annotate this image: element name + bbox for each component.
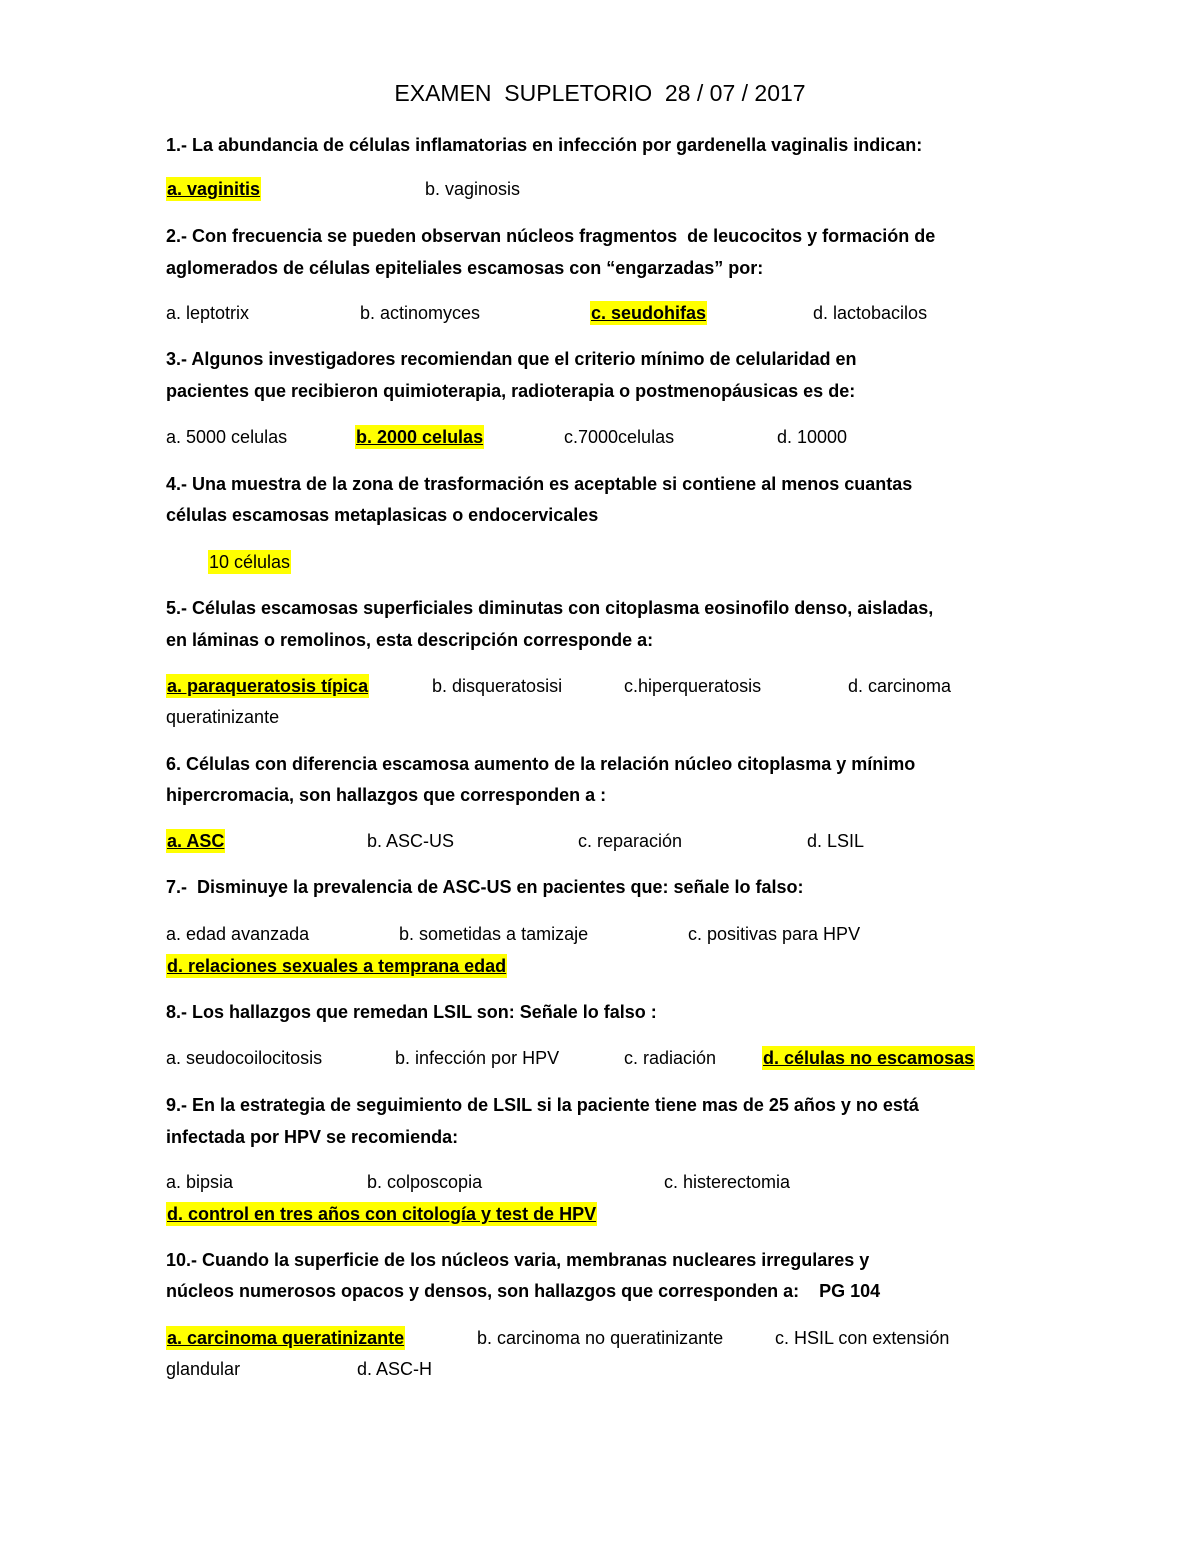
- question-7-option-c: c. positivas para HPV: [688, 924, 861, 944]
- question-9-text-line-2: infectada por HPV se recomienda:: [166, 1127, 459, 1147]
- question-5-option-d: d. carcinoma: [848, 676, 952, 696]
- question-8-option-d: d. células no escamosas: [763, 1048, 975, 1068]
- question-8-option-a: a. seudocoilocitosis: [166, 1048, 323, 1068]
- question-4-text-line-1: 4.- Una muestra de la zona de trasformación es aceptable si contiene al menos cuantas: [166, 474, 913, 494]
- question-8-option-c: c. radiación: [624, 1048, 717, 1068]
- question-2-option-a: a. leptotrix: [166, 303, 250, 323]
- question-5-text-line-1: 5.- Células escamosas superficiales diminutas con citoplasma eosinofilo denso, aisladas,: [166, 598, 934, 618]
- question-2-option-c: c. seudohifas: [591, 303, 707, 323]
- question-3-option-d: d. 10000: [777, 427, 848, 447]
- question-2-text-line-2: aglomerados de células epiteliales escamosas con “engarzadas” por:: [166, 258, 764, 278]
- question-6-text-line-1: 6. Células con diferencia escamosa aumento de la relación núcleo citoplasma y mínimo: [166, 754, 916, 774]
- question-6-option-b: b. ASC-US: [367, 831, 455, 851]
- question-2-text-line-1: 2.- Con frecuencia se pueden observan núcleos fragmentos de leucocitos y formación de: [166, 226, 936, 246]
- question-10-text-line-2: núcleos numerosos opacos y densos, son hallazgos que corresponden a: PG 104: [166, 1281, 881, 1301]
- question-9-option-d: d. control en tres años con citología y test de HPV: [167, 1204, 597, 1224]
- question-5-option-a: a. paraqueratosis típica: [167, 676, 369, 696]
- question-4-answer: 10 células: [209, 552, 291, 572]
- question-7-option-d: d. relaciones sexuales a temprana edad: [167, 956, 507, 976]
- question-3-option-b: b. 2000 celulas: [356, 427, 484, 447]
- question-9-option-a: a. bipsia: [166, 1172, 234, 1192]
- question-9-option-c: c. histerectomia: [664, 1172, 791, 1192]
- question-1-option-b: b. vaginosis: [425, 179, 521, 199]
- question-3-text-line-1: 3.- Algunos investigadores recomiendan que el criterio mínimo de celularidad en: [166, 349, 857, 369]
- question-10-option-d: d. ASC-H: [357, 1359, 433, 1379]
- question-2-option-d: d. lactobacilos: [813, 303, 928, 323]
- question-8-text: 8.- Los hallazgos que remedan LSIL son: Señale lo falso :: [166, 1002, 657, 1022]
- question-5-option-b: b. disqueratosisi: [432, 676, 563, 696]
- question-5-text-line-2: en láminas o remolinos, esta descripción corresponde a:: [166, 630, 654, 650]
- question-7-option-a: a. edad avanzada: [166, 924, 310, 944]
- question-5-option-d-continued: queratinizante: [166, 707, 280, 727]
- question-9-option-b: b. colposcopia: [367, 1172, 483, 1192]
- question-5-option-c: c.hiperqueratosis: [624, 676, 762, 696]
- question-6-text-line-2: hipercromacia, son hallazgos que corresponden a :: [166, 785, 607, 805]
- question-9-text-line-1: 9.- En la estrategia de seguimiento de LSIL si la paciente tiene mas de 25 años y no está: [166, 1095, 919, 1115]
- question-10-text-line-1: 10.- Cuando la superficie de los núcleos varia, membranas nucleares irregulares y: [166, 1250, 870, 1270]
- question-7-text: 7.- Disminuye la prevalencia de ASC-US en pacientes que: señale lo falso:: [166, 877, 804, 897]
- question-10-option-a: a. carcinoma queratinizante: [167, 1328, 405, 1348]
- question-6-option-a: a. ASC: [167, 831, 225, 851]
- question-3-option-a: a. 5000 celulas: [166, 427, 288, 447]
- question-8-option-b: b. infección por HPV: [395, 1048, 560, 1068]
- question-10-option-c: c. HSIL con extensión: [775, 1328, 950, 1348]
- question-1-option-a: a. vaginitis: [167, 179, 261, 199]
- question-3-text-line-2: pacientes que recibieron quimioterapia, radioterapia o postmenopáusicas es de:: [166, 381, 856, 401]
- question-4-text-line-2: células escamosas metaplasicas o endocervicales: [166, 505, 599, 525]
- question-1-text: 1.- La abundancia de células inflamatorias en infección por gardenella vaginalis indican:: [166, 135, 923, 155]
- question-6-option-d: d. LSIL: [807, 831, 865, 851]
- question-10-option-c-continued: glandular: [166, 1359, 241, 1379]
- question-6-option-c: c. reparación: [578, 831, 683, 851]
- question-2-option-b: b. actinomyces: [360, 303, 481, 323]
- question-3-option-c: c.7000celulas: [564, 427, 675, 447]
- exam-title: EXAMEN SUPLETORIO 28 / 07 / 2017: [394, 80, 806, 106]
- question-10-option-b: b. carcinoma no queratinizante: [477, 1328, 724, 1348]
- question-7-option-b: b. sometidas a tamizaje: [399, 924, 589, 944]
